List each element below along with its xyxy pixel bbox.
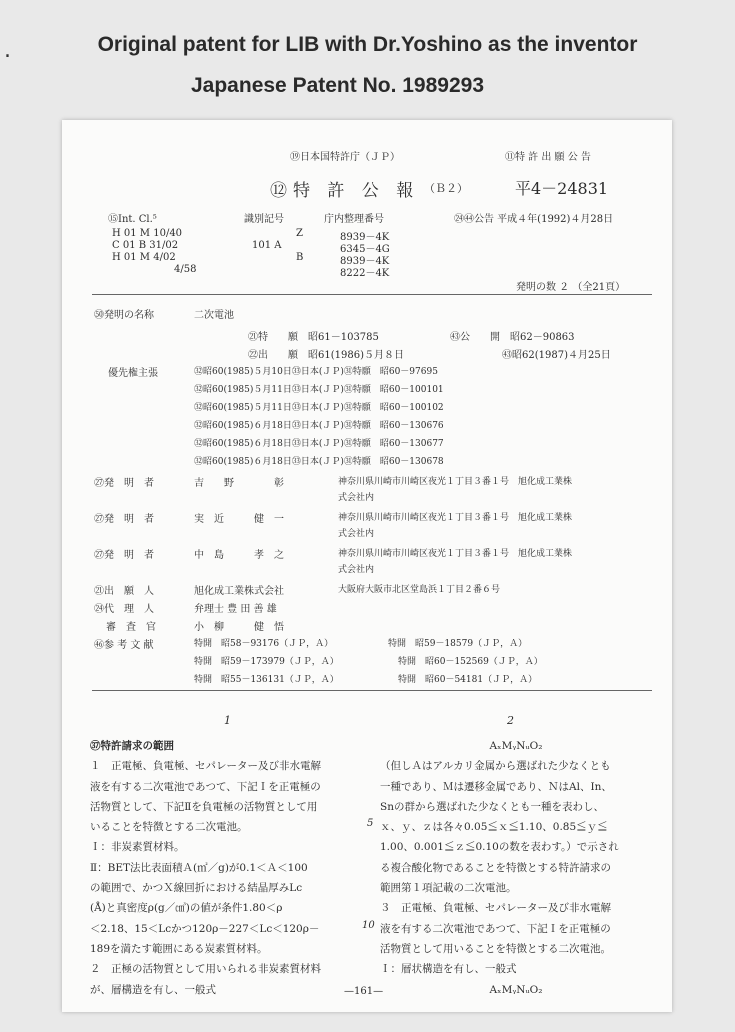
claim-line: いることを特徴とする二次電池。: [90, 821, 248, 834]
inventor-address: 式会社内: [338, 493, 375, 503]
reference-item: 特開 昭59－173979（ＪＰ，Ａ）: [194, 657, 339, 667]
claim-line: ２ 正極の活物質として用いられる非炭素質材料: [90, 963, 321, 976]
claim-line: ｘ、ｙ、ｚは各々0.05≦ｘ≦1.10、0.85≦ｙ≦: [380, 821, 608, 834]
applicant-label: ㉑出 願 人: [94, 586, 154, 597]
agent-name: 弁理士 豊 田 善 雄: [194, 604, 277, 615]
class-ref: 8939－4K: [340, 232, 390, 243]
inventor-address: 神奈川県川崎市川崎区夜光１丁目３番１号 旭化成工業株: [338, 549, 573, 559]
inventor-name: 吉 野 彰: [194, 478, 284, 489]
priority-item: ㉜昭60(1985)６月18日㉝日本(ＪＰ)㉛特願 昭60－130677: [194, 439, 444, 449]
claim-line: Ⅱ：BET法比表面積Ａ(㎡／g)が0.1＜Ａ＜100: [90, 861, 308, 874]
claim-line: 活物質として用いることを特徴とする二次電池。: [380, 942, 611, 955]
publication-number: 平4－24831: [515, 179, 609, 198]
priority-item: ㉜昭60(1985)５月10日㉝日本(ＪＰ)㉛特願 昭60－97695: [194, 367, 438, 377]
slide-title-line2: Japanese Patent No. 1989293: [191, 74, 484, 97]
patent-page: [62, 120, 672, 1012]
kokai-date: ㊸昭62(1987)４月25日: [502, 350, 611, 361]
priority-item: ㉜昭60(1985)５月11日㉝日本(ＪＰ)㉛特願 昭60－100102: [194, 403, 444, 413]
publication-type: ⑪特 許 出 願 公 告: [505, 152, 591, 163]
claim-line: 活物質として、下記Ⅱを負電極の活物質として用: [90, 800, 318, 813]
id-label: 識別記号: [244, 214, 284, 225]
claim-line: 一種であり、Ｍは遷移金属であり、ＮはAl、In、: [380, 780, 612, 793]
office-ref-label: 庁内整理番号: [324, 214, 384, 225]
claim-line: 液を有する二次電池であつて、下記Ｉを正電極の: [380, 922, 611, 935]
class-id: Z: [296, 228, 303, 239]
claim-line: (Å)と真密度ρ(g／㎤)の値が条件1.80＜ρ: [90, 902, 283, 915]
claims-count: 発明の数 ２ （全21頁）: [516, 282, 626, 293]
examiner-label: 審 査 官: [106, 622, 156, 633]
claim-line: Ｉ：非炭素質材料。: [90, 841, 185, 854]
application-number: ㉑特 願 昭61－103785: [248, 332, 379, 343]
column-number: 2: [507, 714, 514, 727]
divider: [92, 690, 652, 691]
gazette-title: ⑫特 許 公 報: [270, 181, 420, 201]
class-ref: 6345－4G: [340, 244, 390, 255]
references-label: ㊻参 考 文 献: [94, 640, 154, 651]
priority-item: ㉜昭60(1985)６月18日㉝日本(ＪＰ)㉛特願 昭60－130678: [194, 457, 444, 467]
inventor-address: 神奈川県川崎市川崎区夜光１丁目３番１号 旭化成工業株: [338, 513, 573, 523]
claim-line: 189を満たす範囲にある炭素質材料。: [90, 942, 268, 955]
bullet-dot: .: [4, 38, 11, 63]
reference-item: 特開 昭58－93176（ＪＰ，Ａ）: [194, 639, 334, 649]
class-id: 101 A: [252, 240, 282, 251]
claims-column-right: [380, 736, 652, 1000]
class-row: H 01 M 4/02: [112, 252, 176, 263]
inventor-label: ㉗発 明 者: [94, 550, 154, 561]
int-cl-label: ⑮Int. Cl.⁵: [108, 214, 157, 225]
formula: AₓMᵧNᵤO₂: [489, 740, 543, 752]
class-ref: 8222－4K: [340, 268, 390, 279]
gazette-kind: （Ｂ２）: [424, 182, 468, 195]
line-marker: 5: [367, 818, 374, 829]
kokai-number: ㊸公 開 昭62－90863: [450, 332, 575, 343]
claim-line: 範囲第１項記載の二次電池。: [380, 882, 517, 895]
filing-date: ㉒出 願 昭61(1986)５月８日: [248, 350, 404, 361]
class-id: B: [296, 252, 304, 263]
divider: [92, 294, 652, 295]
slide-title-line1: Original patent for LIB with Dr.Yoshino as the inventor: [97, 33, 638, 56]
claim-line: 液を有する二次電池であつて、下記Ｉを正電極の: [90, 780, 321, 793]
line-marker: 10: [362, 920, 375, 931]
title-label: ㊿発明の名称: [94, 310, 154, 321]
agent-label: ㉔代 理 人: [94, 604, 154, 615]
reference-item: 特開 昭59－18579（ＪＰ，Ａ）: [388, 639, 528, 649]
claims-column-left: [90, 736, 358, 1000]
column-number: 1: [224, 714, 231, 727]
inventor-name: 中 島 孝 之: [194, 550, 284, 561]
claims-heading: ㊲特許請求の範囲: [90, 740, 174, 752]
reference-item: 特開 昭60－54181（ＪＰ，Ａ）: [398, 675, 538, 685]
priority-item: ㉜昭60(1985)６月18日㉝日本(ＪＰ)㉛特願 昭60－130676: [194, 421, 444, 431]
claim-line: Ｉ：層状構造を有し、一般式: [380, 963, 517, 976]
claim-line: 1.00、0.001≦ｚ≦0.10の数を表わす。）で示され: [380, 841, 619, 854]
claim-line: る複合酸化物であることを特徴とする特許請求の: [380, 861, 611, 874]
inventor-address: 式会社内: [338, 565, 375, 575]
page-number: —161—: [344, 986, 384, 997]
claim-line: の範囲で、かつＸ線回折における結晶厚みLc: [90, 882, 303, 895]
claim-line: ３ 正電極、負電極、セパレーター及び非水電解: [380, 902, 611, 915]
priority-item: ㉜昭60(1985)５月11日㉝日本(ＪＰ)㉛特願 昭60－100101: [194, 385, 444, 395]
class-row: H 01 M 10/40: [112, 228, 183, 239]
inventor-address: 式会社内: [338, 529, 375, 539]
inventor-label: ㉗発 明 者: [94, 478, 154, 489]
claim-line: （但しＡはアルカリ金属から選ばれた少なくとも: [380, 760, 611, 773]
class-ref: 8939－4K: [340, 256, 390, 267]
applicant-address: 大阪府大阪市北区堂島浜１丁目２番６号: [338, 585, 501, 595]
claim-line: が、層構造を有し、一般式: [90, 983, 216, 996]
inventor-address: 神奈川県川崎市川崎区夜光１丁目３番１号 旭化成工業株: [338, 477, 573, 487]
inventor-label: ㉗発 明 者: [94, 514, 154, 525]
examiner-name: 小 柳 健 悟: [194, 622, 284, 633]
claim-line: ＜2.18、15＜Lcかつ120ρ－227＜Lc＜120ρ－: [90, 922, 320, 935]
reference-item: 特開 昭60－152569（ＪＰ，Ａ）: [398, 657, 543, 667]
claim-line: １ 正電極、負電極、セパレーター及び非水電解: [90, 760, 321, 773]
inventor-name: 実 近 健 一: [194, 514, 284, 525]
notice-date: ㉔㊹公告 平成４年(1992)４月28日: [454, 214, 614, 225]
patent-office: ⑲日本国特許庁（ＪＰ）: [290, 152, 400, 163]
priority-label: 優先権主張: [108, 368, 158, 379]
class-row: 4/58: [174, 264, 197, 275]
claim-line: Snの群から選ばれた少なくとも一種を表わし、: [380, 800, 604, 813]
formula: AₓMᵧNᵤO₂: [489, 983, 543, 996]
applicant-name: 旭化成工業株式会社: [194, 586, 284, 597]
invention-title: 二次電池: [194, 310, 234, 321]
reference-item: 特開 昭55－136131（ＪＰ，Ａ）: [194, 675, 339, 685]
class-row: C 01 B 31/02: [112, 240, 179, 251]
